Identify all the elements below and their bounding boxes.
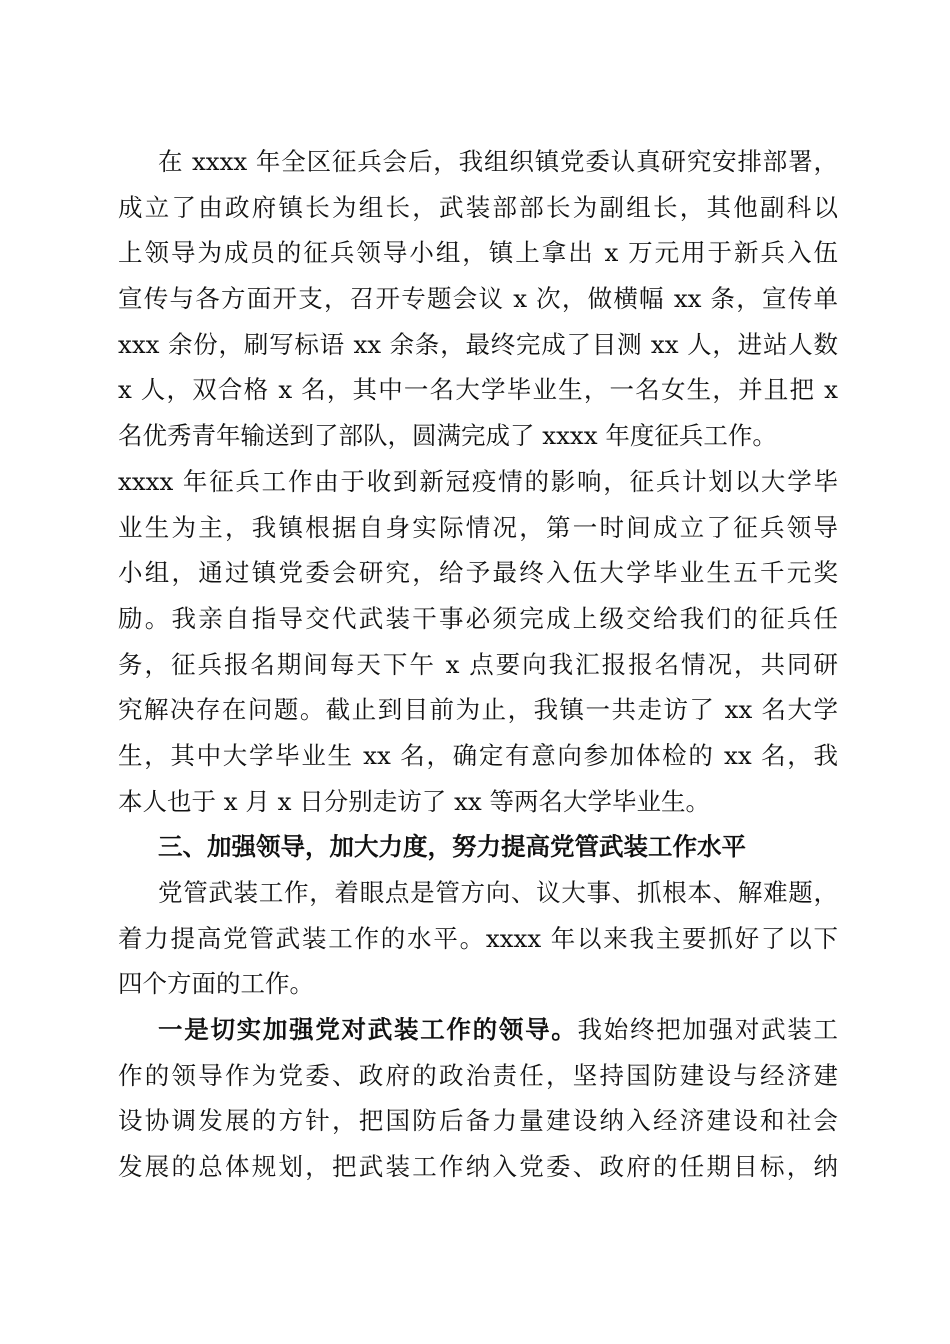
paragraph-line: 小组，通过镇党委会研究，给予最终入伍大学毕业生五千元奖 (118, 558, 838, 588)
paragraph-line: xxx 余份，刷写标语 xx 余条，最终完成了目测 xx 人，进站人数 (118, 329, 838, 359)
paragraph-line: x 人，双合格 x 名，其中一名大学毕业生，一名女生，并且把 x (118, 375, 838, 405)
paragraph-line: 务，征兵报名期间每天下午 x 点要向我汇报报名情况，共同研 (118, 649, 838, 679)
paragraph-line (118, 1007, 838, 1053)
paragraph-line: 作的领导作为党委、政府的政治责任，坚持国防建设与经济建 (118, 1060, 838, 1090)
paragraph-line: 在 xxxx 年全区征兵会后，我组织镇党委认真研究安排部署， (158, 147, 838, 176)
paragraph-line: 宣传与各方面开支，召开专题会议 x 次，做横幅 xx 条，宣传单 (118, 284, 838, 314)
paragraph-line: 党管武装工作，着眼点是管方向、议大事、抓根本、解难题， (158, 878, 838, 907)
paragraph-line: 成立了由政府镇长为组长，武装部部长为副组长，其他副科以 (118, 192, 838, 222)
paragraph-line: 名优秀青年输送到了部队，圆满完成了 xxxx 年度征兵工作。 (118, 421, 777, 451)
section-heading: 三、加强领导，加大力度，努力提高党管武装工作水平 (158, 832, 746, 862)
paragraph-line: 四个方面的工作。 (118, 969, 314, 999)
paragraph-line: 设协调发展的方针，把国防后备力量建设纳入经济建设和社会 (118, 1106, 838, 1136)
paragraph-line: 发展的总体规划，把武装工作纳入党委、政府的任期目标，纳 (118, 1152, 838, 1182)
paragraph-lead: 一是切实加强党对武装工作的领导。 (158, 1015, 578, 1045)
paragraph-line: 生，其中大学毕业生 xx 名，确定有意向参加体检的 xx 名，我 (118, 740, 838, 770)
paragraph-line: 着力提高党管武装工作的水平。xxxx 年以来我主要抓好了以下 (118, 923, 838, 953)
paragraph-line: 本人也于 x 月 x 日分别走访了 xx 等两名大学毕业生。 (118, 786, 710, 816)
paragraph-line: 业生为主，我镇根据自身实际情况，第一时间成立了征兵领导 (118, 512, 838, 542)
paragraph-line: 励。我亲自指导交代武装干事必须完成上级交给我们的征兵任 (118, 603, 838, 633)
paragraph-line: 究解决存在问题。截止到目前为止，我镇一共走访了 xx 名大学 (118, 695, 838, 725)
paragraph-line: xxxx 年征兵工作由于收到新冠疫情的影响，征兵计划以大学毕 (118, 466, 838, 496)
paragraph-line: 上领导为成员的征兵领导小组，镇上拿出 x 万元用于新兵入伍 (118, 238, 838, 268)
paragraph-text: 我始终把加强对武装工 (577, 1015, 839, 1045)
document-body (118, 139, 838, 1190)
